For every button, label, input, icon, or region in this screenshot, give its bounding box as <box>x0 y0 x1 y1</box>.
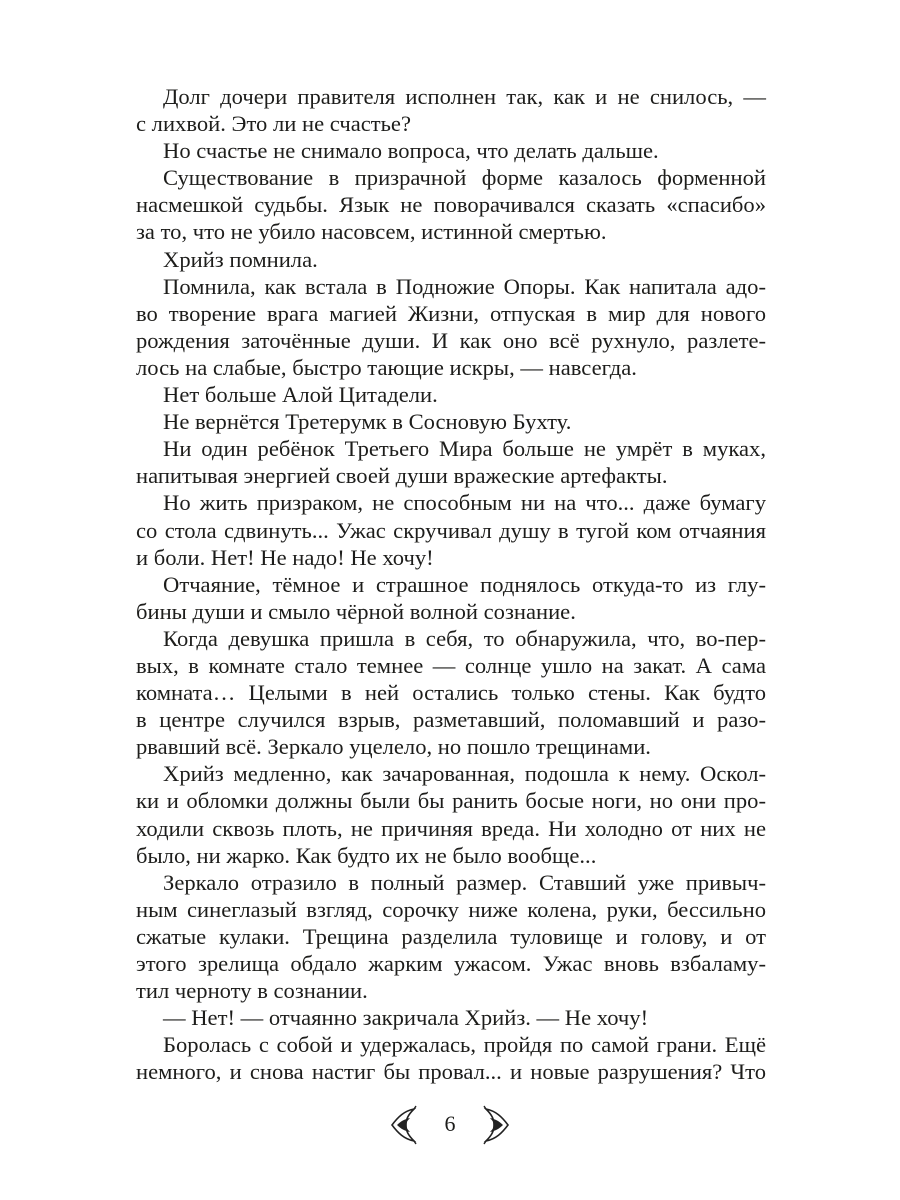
text-line: Ни один ребёнок Третьего Мира больше не умрёт в муках, <box>163 436 766 462</box>
text-line: вых, в комнате стало темнее — солнце ушло на закат. А сама <box>136 652 766 678</box>
ornament-left-icon <box>388 1105 418 1145</box>
text-line: Долг дочери правителя исполнен так, как и не снилось, — <box>163 84 766 109</box>
text-line: Не вернётся Третерумк в Сосновую Бухту. <box>163 409 572 435</box>
text-line: комната… Целыми в ней остались только стены. Как будто <box>136 680 766 706</box>
text-line: Хрийз помнила. <box>163 246 318 272</box>
text-line: со стола сдвинуть... Ужас скручивал душу в тугой ком отчаяния <box>136 517 766 543</box>
text-line: Хрийз медленно, как зачарованная, подошла к нему. Оскол- <box>163 761 766 787</box>
text-line: — Нет! — отчаянно закричала Хрийз. — Не хочу! <box>163 1005 649 1031</box>
text-line: Нет больше Алой Цитадели. <box>163 382 438 408</box>
text-line: лось на слабые, быстро тающие искры, — навсегда. <box>136 354 637 380</box>
text-line: ным синеглазый взгляд, сорочку ниже колена, руки, бессильно <box>136 896 766 922</box>
text-line: во творение врага магией Жизни, отпуская в мир для нового <box>136 300 766 326</box>
text-line: немного, и снова настиг бы провал... и новые разрушения? Что <box>136 1059 766 1085</box>
page-footer <box>0 1105 900 1149</box>
text-line: насмешкой судьбы. Язык не поворачивался сказать «спасибо» <box>136 192 766 218</box>
text-line: рвавший всё. Зеркало уцелело, но пошло трещинами. <box>136 734 651 760</box>
text-line: с лихвой. Это ли не счастье? <box>136 111 411 137</box>
text-line: ходили сквозь плоть, не причиняя вреда. Ни холодно от них не <box>136 815 766 841</box>
text-line: бины души и смыло чёрной волной сознание. <box>136 598 576 624</box>
text-line: Но жить призраком, не способным ни на что... даже бумагу <box>163 490 766 516</box>
text-line: ки и обломки должны были бы ранить босые ноги, но они про- <box>136 788 766 814</box>
text-line: Зеркало отразило в полный размер. Ставший уже привыч- <box>163 869 766 895</box>
text-line: этого зрелища обдало жарким ужасом. Ужас вновь взбаламу- <box>136 951 766 976</box>
ornament-right-icon <box>482 1105 512 1145</box>
text-line: Когда девушка пришла в себя, то обнаружила, что, во-пер- <box>163 625 766 651</box>
text-line: было, ни жарко. Как будто их не было вообще... <box>136 842 597 868</box>
text-line: Боролась с собой и удержалась, пройдя по самой грани. Ещё <box>163 1032 766 1058</box>
text-line: Но счастье не снимало вопроса, что делать дальше. <box>163 138 659 164</box>
text-line: и боли. Нет! Не надо! Не хочу! <box>136 544 434 570</box>
text-line: в центре случился взрыв, разметавший, поломавший и разо- <box>136 707 766 733</box>
page-text <box>136 83 766 1085</box>
text-line: тил черноту в сознании. <box>136 978 368 1004</box>
text-line: Отчаяние, тёмное и страшное поднялось откуда-то из глу- <box>163 571 766 597</box>
page-number: 6 <box>444 1111 456 1136</box>
text-line: напитывая энергией своей души вражеские артефакты. <box>136 463 668 489</box>
text-line: за то, что не убило насовсем, истинной смертью. <box>136 219 607 245</box>
text-line: Существование в призрачной форме казалось форменной <box>163 165 766 191</box>
text-line: рождения заточённые души. И как оно всё рухнуло, разлете- <box>136 327 766 353</box>
text-line: Помнила, как встала в Подножие Опоры. Как напитала адо- <box>163 273 766 299</box>
text-line: сжатые кулаки. Трещина разделила туловище и голову, и от <box>136 923 766 949</box>
